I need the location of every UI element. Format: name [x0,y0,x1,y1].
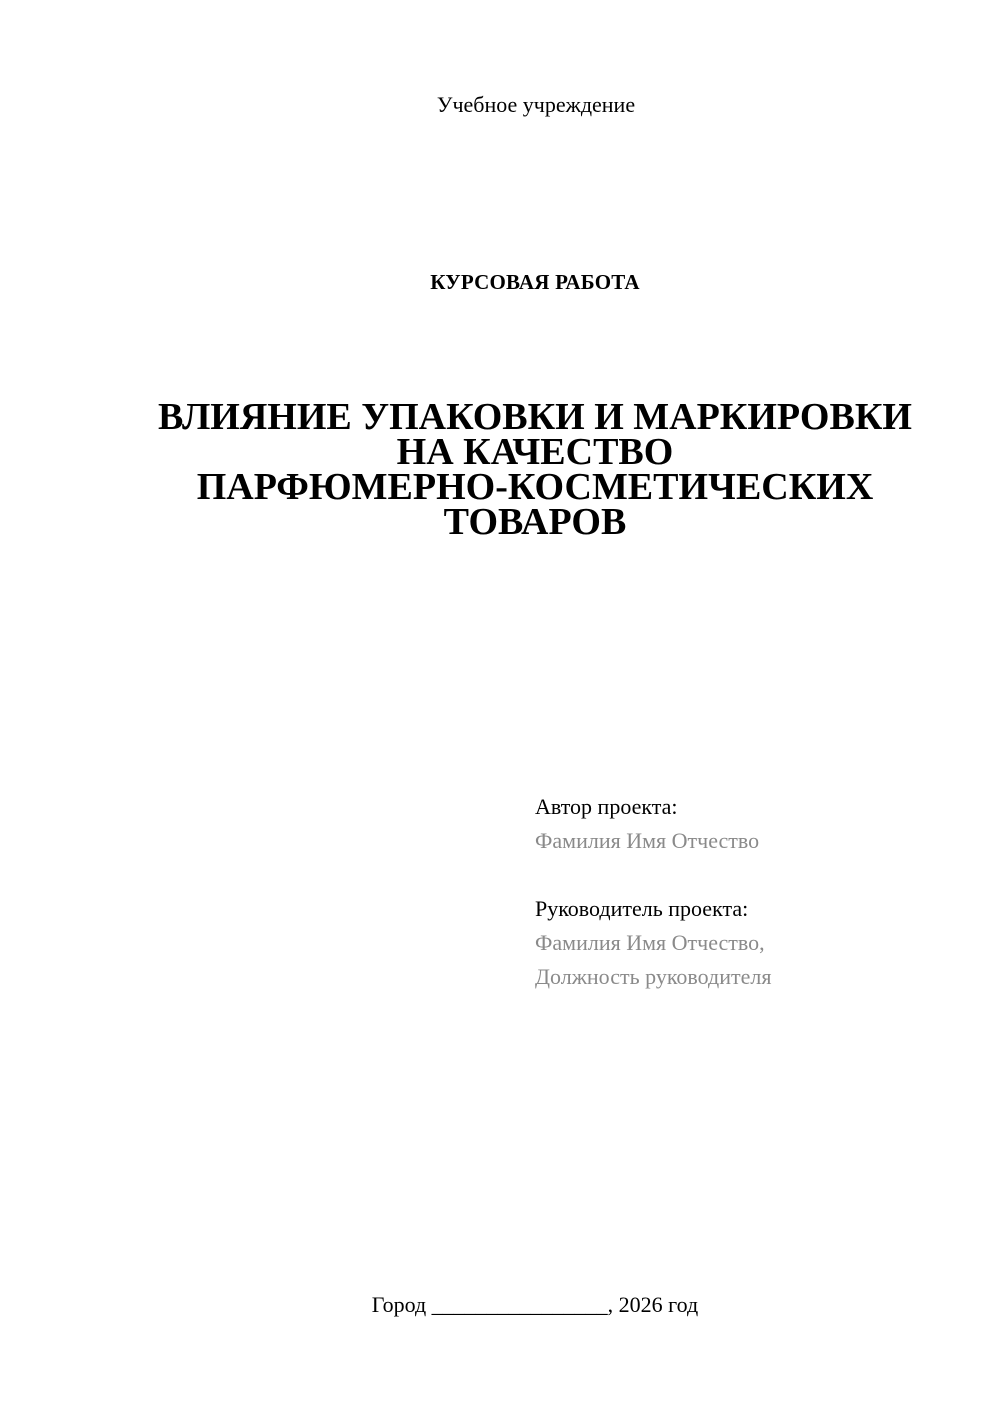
title-line: НА КАЧЕСТВО [396,431,674,473]
author-label: Автор проекта: [535,794,678,819]
author-name: Фамилия Имя Отчество [535,828,760,853]
institution-name: Учебное учреждение [436,92,636,117]
title-line: ТОВАРОВ [443,501,627,543]
document-type: КУРСОВАЯ РАБОТА [430,270,640,294]
spacer [535,858,975,892]
city-year-footer: Город ________________, 2026 год [371,1292,699,1317]
document-title [130,396,940,543]
title-line: ВЛИЯНИЕ УПАКОВКИ И МАРКИРОВКИ [158,396,912,438]
supervisor-label: Руководитель проекта: [535,896,749,921]
supervisor-position: Должность руководителя [535,964,772,989]
supervisor-name: Фамилия Имя Отчество, [535,930,765,955]
credits-block [535,790,975,994]
title-line: ПАРФЮМЕРНО-КОСМЕТИЧЕСКИХ [196,466,874,508]
